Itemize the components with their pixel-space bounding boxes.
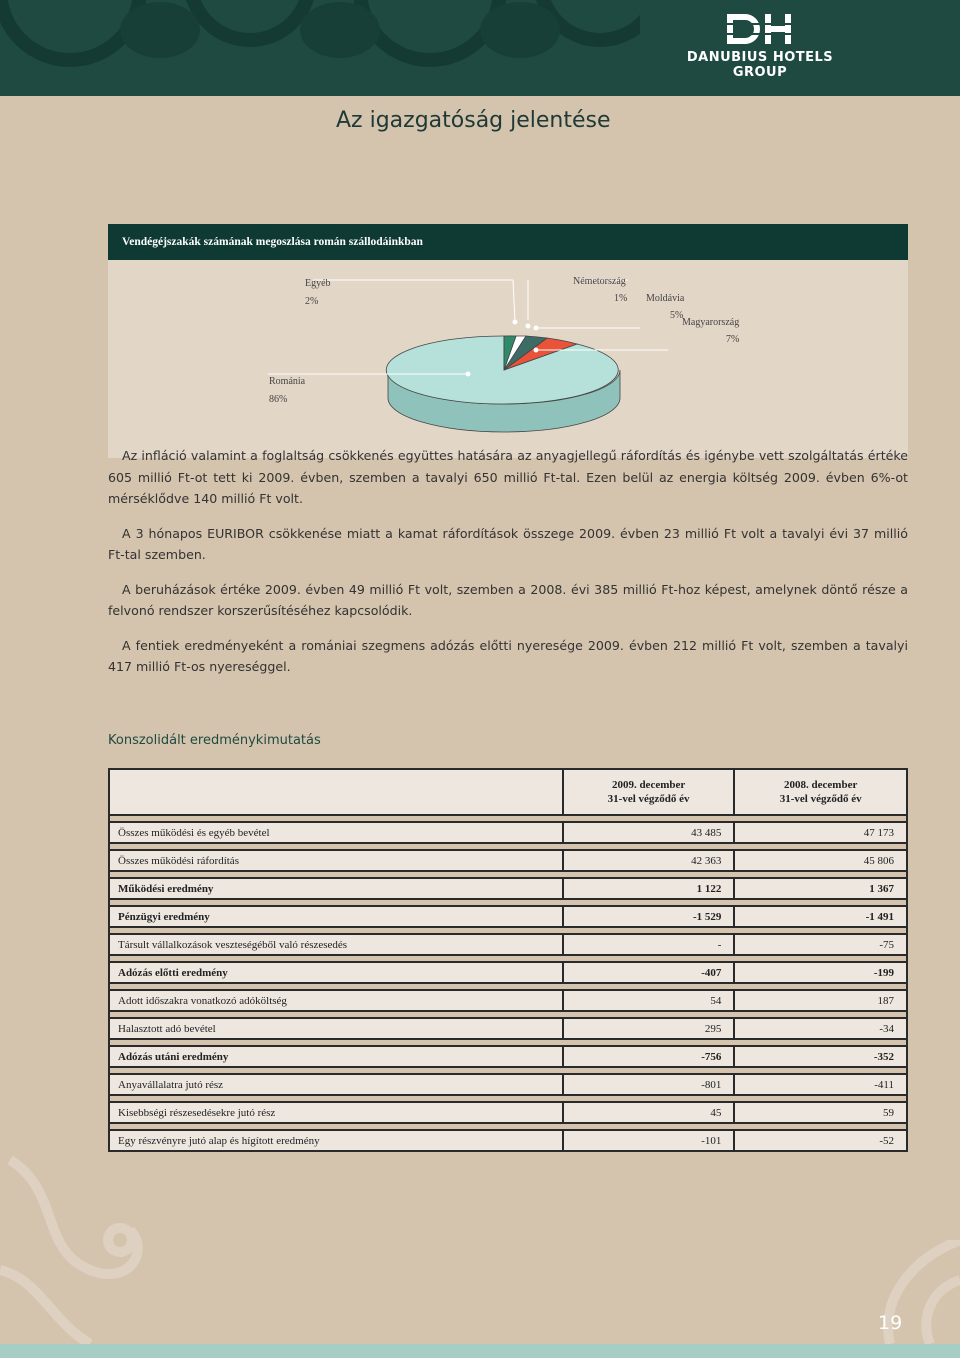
- table-row: Adózás előtti eredmény -407 -199: [109, 962, 907, 983]
- ornament-icon: [0, 0, 640, 96]
- income-statement-table: [108, 768, 908, 1152]
- table-row: Társult vállalkozások veszteségéből való részesedés - -75: [109, 934, 907, 955]
- danubius-logo-icon: [725, 12, 795, 46]
- chart-heading: Vendégéjszakák számának megoszlása román szállodáinkban: [108, 224, 908, 260]
- table-row: Összes működési ráfordítás 42 363 45 806: [109, 850, 907, 871]
- company-logo: [660, 12, 860, 80]
- paragraph-2: A 3 hónapos EURIBOR csökkenése miatt a kamat ráfordítások összege 2009. évben 23 millió Ft volt a tavalyi évi 37 millió Ft-tal szemben.: [108, 525, 908, 562]
- chart-card: [108, 224, 908, 458]
- paragraph-4: A fentiek eredményeként a romániai szegmens adózás előtti nyeresége 2009. évben 212 millió Ft volt, szemben a tavalyi 417 millió Ft-os nyereséggel.: [108, 637, 908, 674]
- logo-name-line2: GROUP: [732, 65, 788, 80]
- table-header-2008: 2008. december 31-vel végződő év: [734, 769, 907, 815]
- label-romania-pct: 86%: [269, 394, 288, 405]
- label-egyeb-name: Egyéb: [305, 278, 331, 289]
- label-nemetorszag-pct: 1%: [614, 293, 628, 304]
- page-number: 19: [878, 1312, 903, 1334]
- table-header-blank: [109, 769, 563, 815]
- table-header-2009: 2009. december 31-vel végződő év: [563, 769, 735, 815]
- table-row: Anyavállalatra jutó rész -801 -411: [109, 1074, 907, 1095]
- table-row: Kisebbségi részesedésekre jutó rész 45 59: [109, 1102, 907, 1123]
- header-band: [0, 0, 960, 96]
- table-row: Működési eredmény 1 122 1 367: [109, 878, 907, 899]
- table-row: Adózás utáni eredmény -756 -352: [109, 1046, 907, 1067]
- label-egyeb-pct: 2%: [305, 296, 319, 307]
- label-magyarorszag-pct: 7%: [726, 334, 740, 345]
- corner-ornament-right-icon: [860, 1240, 960, 1344]
- report-body: [108, 445, 908, 691]
- table-row: Adott időszakra vonatkozó adóköltség 54 187: [109, 990, 907, 1011]
- table-header-row: [109, 769, 907, 815]
- logo-name-line1: DANUBIUS HOTELS: [686, 50, 834, 65]
- paragraph-3: A beruházások értéke 2009. évben 49 millió Ft volt, szemben a 2008. évi 385 millió Ft-hoz képest, amelynek döntő része a felvonó rendszer korszerűsítéséhez kapcsolódik.: [108, 581, 908, 618]
- corner-ornament-icon: [0, 1150, 200, 1344]
- label-romania-name: Románia: [269, 376, 306, 387]
- section-title: Konszolidált eredménykimutatás: [108, 733, 321, 748]
- label-nemetorszag-name: Németország: [573, 276, 626, 287]
- table-row: Pénzügyi eredmény -1 529 -1 491: [109, 906, 907, 927]
- page-title: Az igazgatóság jelentése: [336, 108, 611, 133]
- bottom-band: [0, 1344, 960, 1358]
- table-row: Összes működési és egyéb bevétel 43 485 47 173: [109, 822, 907, 843]
- label-magyarorszag-name: Magyarország: [682, 317, 740, 328]
- label-moldavia-pct: 5%: [670, 310, 684, 321]
- table-row: Halasztott adó bevétel 295 -34: [109, 1018, 907, 1039]
- pie-slice-romania: [386, 336, 618, 404]
- pie-chart: [108, 260, 908, 458]
- table-row: Egy részvényre jutó alap és hígított eredmény -101 -52: [109, 1130, 907, 1151]
- paragraph-1: Az infláció valamint a foglaltság csökkenés együttes hatására az anyagjellegű ráfordítás és igénybe vett szolgáltatás értéke 605 millió Ft-ot tett ki 2009. évben, szemben a tavalyi 650 millió Ft-tal. Ezen belül az energia költség 2009. évben 6%-ot mérséklődve 140 millió Ft volt.: [108, 448, 908, 506]
- label-moldavia-name: Moldávia: [646, 293, 685, 304]
